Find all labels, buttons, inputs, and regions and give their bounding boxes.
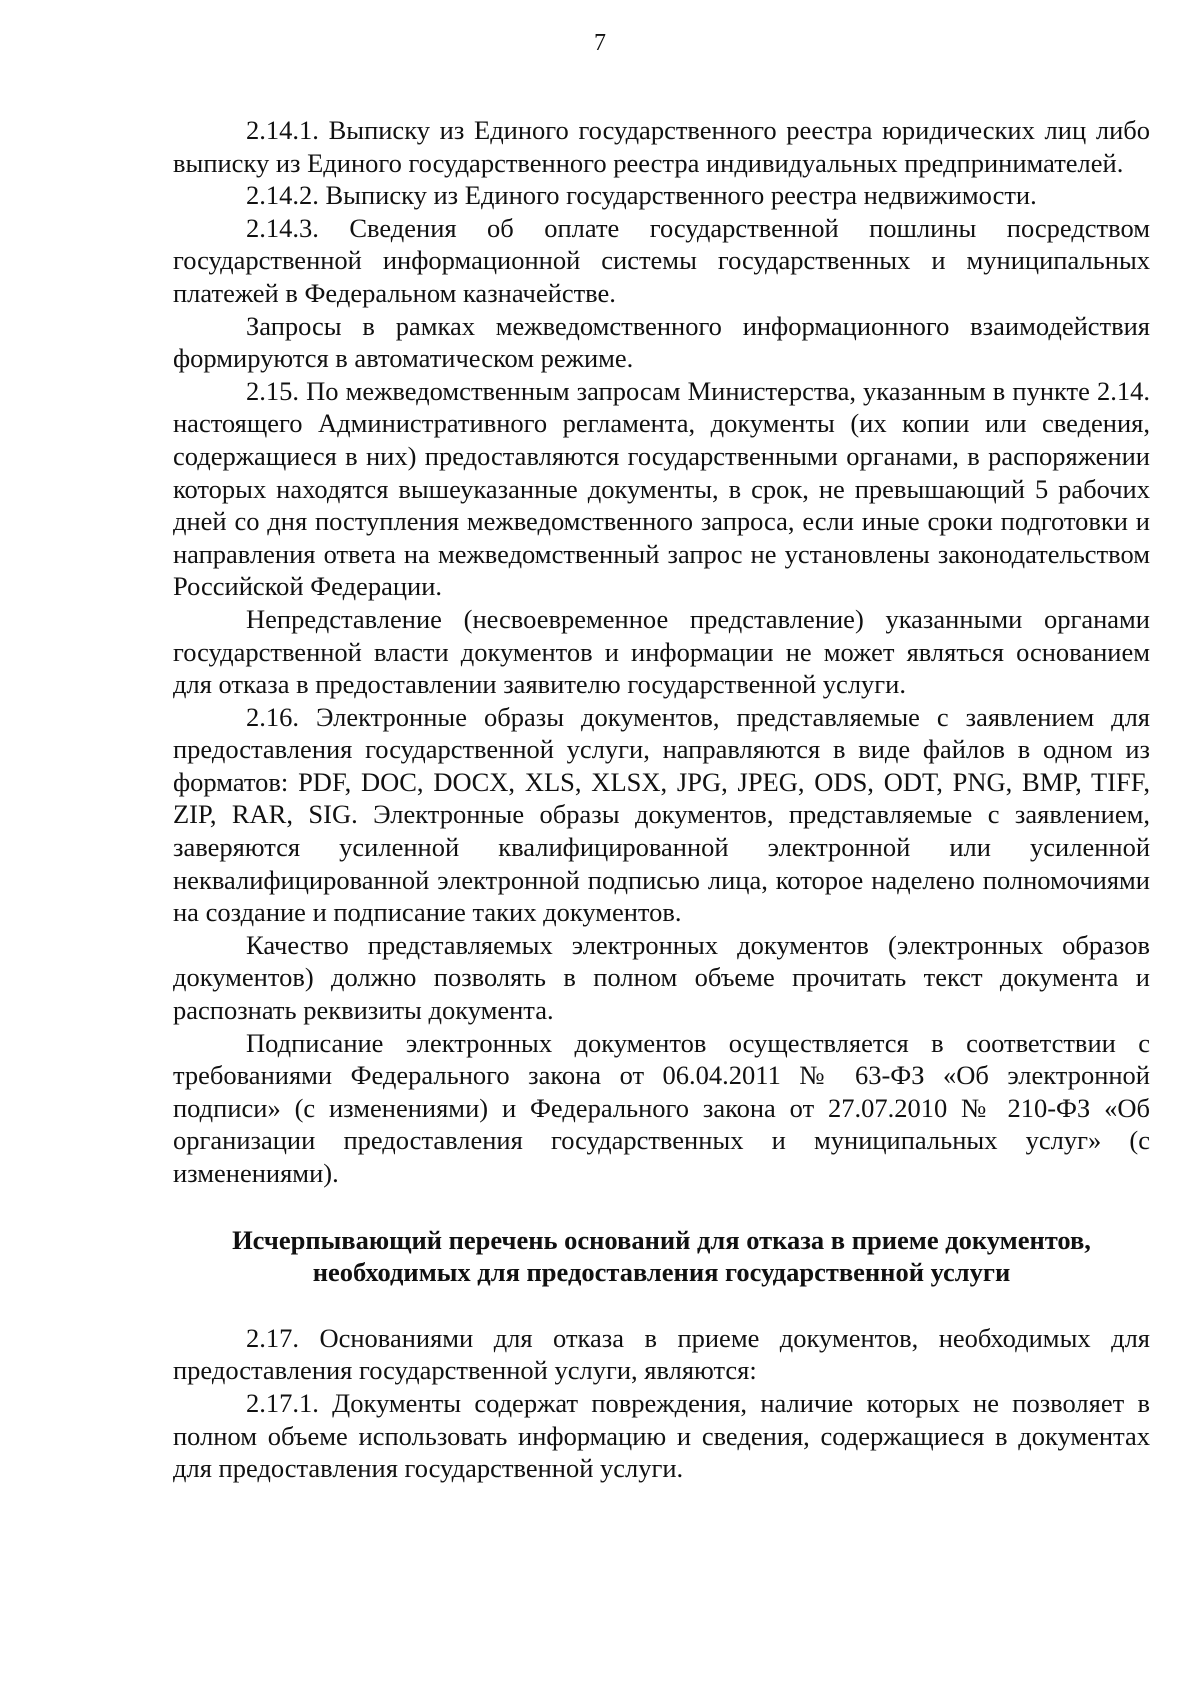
section-heading [173, 1224, 1150, 1289]
section-heading-line-1: Исчерпывающий перечень оснований для отказа в приеме документов, [232, 1224, 1091, 1255]
paragraph-2-14-1: 2.14.1. Выписку из Единого государственного реестра юридических лиц либо выписку из Единого государственного реестра индивидуальных предпринимателей. [173, 115, 1150, 178]
paragraph-2-15: 2.15. По межведомственным запросам Министерства, указанным в пункте 2.14. настоящего Административного регламента, документы (их копии или сведения, содержащиеся в них) предоставляются государственными органами, в распоряжении которых находятся вышеуказанные документы, в срок, не превышающий 5 рабочих дней со дня поступления межведомственного запроса, если иные сроки подготовки и направления ответа на межведомственный запрос не установлены законодательством Российской Федерации. [173, 375, 1150, 602]
paragraph-2-14-3: 2.14.3. Сведения об оплате государственной пошлины посредством государственной информационной системы государственных и муниципальных платежей в Федеральном казначействе. [173, 212, 1150, 308]
paragraph-2-17-1: 2.17.1. Документы содержат повреждения, наличие которых не позволяет в полном объеме использовать информацию и сведения, содержащиеся в документах для предоставления государственной услуги. [173, 1387, 1150, 1484]
paragraph-2-17: 2.17. Основаниями для отказа в приеме документов, необходимых для предоставления государственной услуги, являются: [173, 1322, 1150, 1386]
paragraph-2-16: 2.16. Электронные образы документов, представляемые с заявлением для предоставления государственной услуги, направляются в виде файлов в одном из форматов: PDF, DOC, DOCX, XLS, XLSX, JPG, JPEG, ODS, ODT, PNG, BMP, TIFF, ZIP, RAR, SIG. Электронные образы документов, представляемые с заявлением, заверяются усиленной квалифицированной электронной или усиленной неквалифицированной электронной подписью лица, которое наделено полномочиями на создание и подписание таких документов. [173, 701, 1150, 928]
section-heading-line-2: необходимых для предоставления государственной услуги [312, 1257, 1011, 1288]
paragraph-document-quality: Качество представляемых электронных документов (электронных образов документов) должно позволять в полном объеме прочитать текст документа и распознать реквизиты документа. [173, 929, 1150, 1026]
paragraph-electronic-signing: Подписание электронных документов осуществляется в соответствии с требованиями Федерального закона от 06.04.2011 № 63-ФЗ «Об электронной подписи» (с изменениями) и Федерального закона от 27.07.2010 № 210-ФЗ «Об организации предоставления государственных и муниципальных услуг» (с изменениями). [173, 1027, 1150, 1188]
paragraph-interagency-requests: Запросы в рамках межведомственного информационного взаимодействия формируются в автоматическом режиме. [173, 310, 1150, 374]
document-body [173, 114, 1150, 1485]
page-number: 7 [594, 30, 606, 56]
paragraph-2-14-2: 2.14.2. Выписку из Единого государственного реестра недвижимости. [246, 180, 1037, 211]
paragraph-non-submission: Непредставление (несвоевременное представление) указанными органами государственной власти документов и информации не может являться основанием для отказа в предоставлении заявителю государственной услуги. [173, 603, 1150, 700]
